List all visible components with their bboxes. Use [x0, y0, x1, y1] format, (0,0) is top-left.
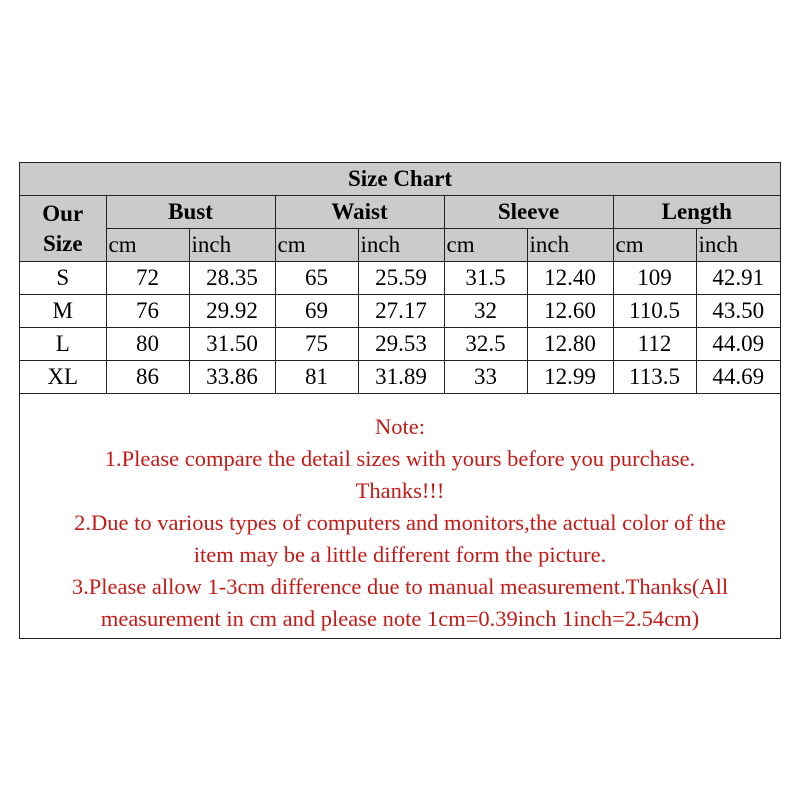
- group-header-row: [20, 196, 780, 229]
- unit-cm-header: cm: [444, 229, 527, 262]
- chart-title: Size Chart: [20, 163, 780, 196]
- bust-cm-cell: 72: [106, 262, 189, 295]
- notes-section: [20, 411, 780, 635]
- table-row: [20, 328, 780, 361]
- unit-inch-header: inch: [527, 229, 613, 262]
- note-line: 1.Please compare the detail sizes with yours before you purchase.: [104, 446, 696, 471]
- unit-cm-header: cm: [613, 229, 696, 262]
- sleeve-cm-cell: 32: [444, 295, 527, 328]
- waist-cm-cell: 75: [275, 328, 358, 361]
- table-row: [20, 262, 780, 295]
- waist-header: Waist: [275, 196, 444, 229]
- waist-cm-cell: 65: [275, 262, 358, 295]
- size-cell: XL: [20, 361, 106, 394]
- length-header: Length: [613, 196, 780, 229]
- note-line: item may be a little different form the picture.: [193, 542, 607, 567]
- sleeve-inch-cell: 12.99: [527, 361, 613, 394]
- note-line: measurement in cm and please note 1cm=0.39inch 1inch=2.54cm): [100, 606, 700, 631]
- waist-cm-cell: 69: [275, 295, 358, 328]
- unit-inch-header: inch: [189, 229, 275, 262]
- size-column-header: [20, 196, 106, 262]
- size-cell: L: [20, 328, 106, 361]
- sleeve-inch-cell: 12.40: [527, 262, 613, 295]
- sleeve-cm-cell: 31.5: [444, 262, 527, 295]
- sleeve-cm-cell: 32.5: [444, 328, 527, 361]
- length-cm-cell: 110.5: [613, 295, 696, 328]
- unit-inch-header: inch: [358, 229, 444, 262]
- sleeve-inch-cell: 12.80: [527, 328, 613, 361]
- bust-cm-cell: 80: [106, 328, 189, 361]
- waist-inch-cell: 31.89: [358, 361, 444, 394]
- notes-heading: Note:: [375, 414, 425, 439]
- size-cell: S: [20, 262, 106, 295]
- note-line: 3.Please allow 1-3cm difference due to manual measurement.Thanks(All: [71, 574, 729, 599]
- unit-header-row: [20, 229, 780, 262]
- size-chart-table: [20, 163, 780, 394]
- unit-cm-header: cm: [275, 229, 358, 262]
- bust-cm-cell: 86: [106, 361, 189, 394]
- table-row: [20, 361, 780, 394]
- note-line: 2.Due to various types of computers and monitors,the actual color of the: [74, 510, 726, 535]
- waist-inch-cell: 25.59: [358, 262, 444, 295]
- sleeve-inch-cell: 12.60: [527, 295, 613, 328]
- bust-inch-cell: 33.86: [189, 361, 275, 394]
- size-cell: M: [20, 295, 106, 328]
- bust-cm-cell: 76: [106, 295, 189, 328]
- sleeve-header: Sleeve: [444, 196, 613, 229]
- waist-cm-cell: 81: [275, 361, 358, 394]
- waist-inch-cell: 27.17: [358, 295, 444, 328]
- bust-inch-cell: 28.35: [189, 262, 275, 295]
- length-inch-cell: 44.69: [696, 361, 780, 394]
- length-cm-cell: 109: [613, 262, 696, 295]
- length-inch-cell: 42.91: [696, 262, 780, 295]
- note-line: Thanks!!!: [355, 478, 445, 503]
- sleeve-cm-cell: 33: [444, 361, 527, 394]
- size-chart-sheet: [19, 162, 781, 639]
- length-cm-cell: 112: [613, 328, 696, 361]
- unit-cm-header: cm: [106, 229, 189, 262]
- size-header-line1: Our: [42, 200, 84, 226]
- length-inch-cell: 44.09: [696, 328, 780, 361]
- bust-inch-cell: 29.92: [189, 295, 275, 328]
- unit-inch-header: inch: [696, 229, 780, 262]
- bust-inch-cell: 31.50: [189, 328, 275, 361]
- waist-inch-cell: 29.53: [358, 328, 444, 361]
- title-row: [20, 163, 780, 196]
- table-row: [20, 295, 780, 328]
- length-inch-cell: 43.50: [696, 295, 780, 328]
- bust-header: Bust: [106, 196, 275, 229]
- size-header-line2: Size: [42, 230, 83, 256]
- length-cm-cell: 113.5: [613, 361, 696, 394]
